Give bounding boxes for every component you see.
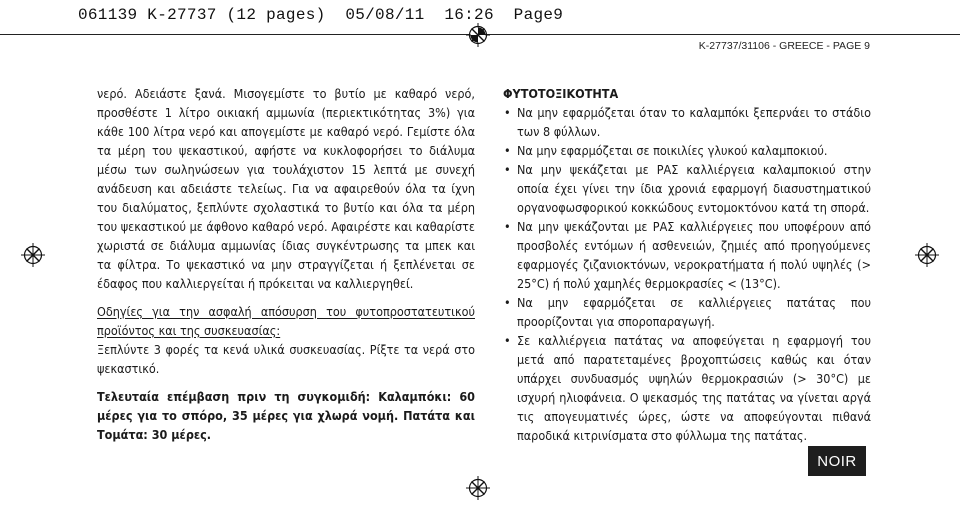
cleaning-instructions: νερό. Αδειάστε ξανά. Μισογεμίστε το βυτίο με καθαρό νερό, προσθέστε 1 λίτρο οικιακή αμμωνία (περιεκτικότητας 3%) για κάθε 100 λίτρα νερό και απογεμίστε με καθαρό νερό. Γεμίστε όλα τα μέρη του ψεκαστικού, αφήστε να κυκλοφορήσει το διάλυμα μέσω των σωληνώσεων για τουλάχιστον 15 λεπτά με συνεχή ανάδευση και αδειάστε τελείως. Για να αφαιρεθούν όλα τα ίχνη του διαλύματος, ξεπλύντε σχολαστικά το βυτίο και όλα τα μέρη του ψεκαστικού με άφθονο καθαρό νερό. Αφαιρέστε και καθαρίστε χωριστά σε διάλυμα αμμωνίας ίδιας συγκέντρωσης τα μπεκ και τα φίλτρα. Το ψεκαστικό να μην στραγγίζεται ή ξεπλένεται σε έδαφος που καλλιεργείται ή πρόκειται να καλλιεργηθεί. <box>97 86 475 291</box>
right-column <box>503 84 871 445</box>
list-item: • Να μην ψεκάζονται με ΡΑΣ καλλιέργειες που υποφέρουν από προσβολές εντόμων ή ασθενειών, ζημιές από προηγούμενες εφαρμογές ζιζανιοκτόνων, νεροκρατήματα ή πολύ υψηλές (> 25°C) ή πολύ χαμηλές θερμοκρασίες < (13°C). <box>503 217 871 293</box>
phytotoxicity-title: ΦΥΤΟΤΟΞΙΚΟΤΗΤΑ <box>503 86 619 101</box>
disposal-instructions: Ξεπλύντε 3 φορές τα κενά υλικά συσκευασίας. Ρίξτε τα νερά στο ψεκαστικό. <box>97 342 475 376</box>
list-item: • Σε καλλιέργεια πατάτας να αποφεύγεται η εφαρμογή του μετά από παρατεταμένες βροχοπτώσεις καθώς και όταν υπάρχει συνδυασμός υψηλών θερμοκρασιών (> 30°C) με ισχυρή ηλιοφάνεια. Ο ψεκασμός της πατάτας να γίνεται αργά τις απογευματινές ώρες, ώστε να αποφεύγονται πιθανά παροδικά κιτρινίσματα στο φύλλωμα της πατάτας. <box>503 331 871 445</box>
registration-mark-top-icon <box>466 23 490 47</box>
print-slug: 061139 K-27737 (12 pages) 05/08/11 16:26 Page9 <box>78 6 564 24</box>
list-item: • Να μην εφαρμόζεται σε καλλιέργειες πατάτας που προορίζονται για σποροπαραγωγή. <box>503 293 871 331</box>
phytotoxicity-list <box>503 103 871 445</box>
left-column <box>97 84 475 444</box>
registration-mark-bottom-icon <box>466 476 490 500</box>
last-application-note: Τελευταία επέμβαση πριν τη συγκομιδή: Καλαμπόκι: 60 μέρες για το σπόρο, 35 μέρες για χλωρά νομή. Πατάτα και Τομάτα: 30 μέρες. <box>97 389 475 442</box>
disposal-heading: Οδηγίες για την ασφαλή απόσυρση του φυτοπροστατευτικού προϊόντος και της συσκευασίας: <box>97 304 475 338</box>
document-code: K-27737/31106 - GREECE - PAGE 9 <box>698 40 870 52</box>
color-plate-label: NOIR <box>808 446 866 476</box>
list-item: • Να μην ψεκάζεται με ΡΑΣ καλλιέργεια καλαμποκιού στην οποία έχει γίνει την ίδια χρονιά εφαρμογή διασυστηματικού οργανοφωσφορικού κοκκώδους εντομοκτόνου κατά τη σπορά. <box>503 160 871 217</box>
registration-mark-right-icon <box>915 243 939 267</box>
list-item: • Να μην εφαρμόζεται σε ποικιλίες γλυκού καλαμποκιού. <box>503 141 871 160</box>
list-item: • Να μην εφαρμόζεται όταν το καλαμπόκι ξεπερνάει το στάδιο των 8 φύλλων. <box>503 103 871 141</box>
registration-mark-left-icon <box>21 243 45 267</box>
